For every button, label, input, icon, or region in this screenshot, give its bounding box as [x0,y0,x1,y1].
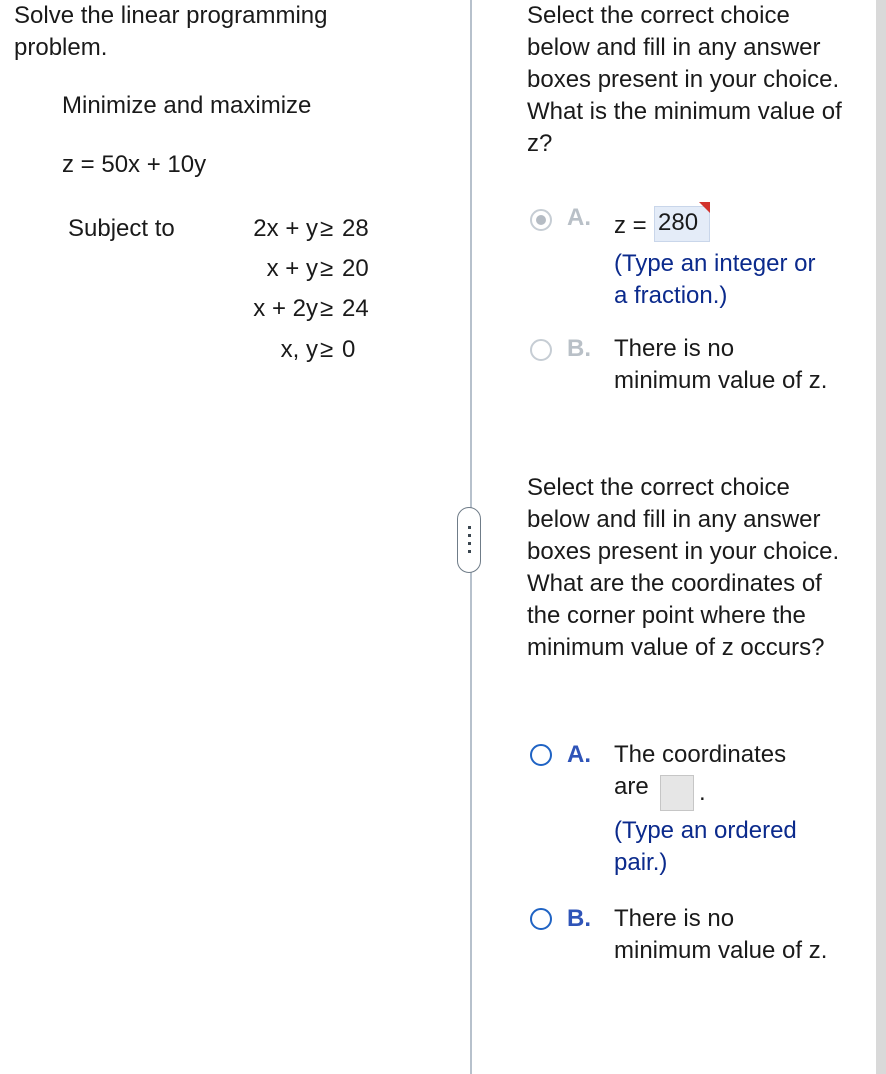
constraint-lhs: x, y [280,336,318,363]
q2-option-b-radio[interactable] [530,908,552,930]
constraint-rhs: 0 [342,336,356,363]
constraint-op: ≥ [320,215,334,242]
constraint-op: ≥ [320,295,334,322]
q1-option-b-radio[interactable] [530,339,552,361]
q1-option-a-letter: A. [567,204,591,231]
answer-pane [472,0,870,1074]
q2-option-a-radio[interactable] [530,744,552,766]
q1-option-b-text: There is no minimum value of z. [614,335,828,394]
q2-option-a-letter: A. [567,741,591,768]
q2-option-a-hint: (Type an ordered pair.) [614,817,797,876]
constraint-lhs: 2x + y [253,215,318,242]
scrollbar-thumb[interactable] [876,0,886,1074]
q2-option-b-letter: B. [567,905,591,932]
problem-title: Solve the linear programming problem. [14,2,328,61]
grip-dot-icon [468,526,471,529]
q1-option-a-hint: (Type an integer or a fraction.) [614,250,816,309]
flag-icon [699,202,710,213]
constraint-op: ≥ [320,255,334,282]
q1-option-a-prefix: z = [614,212,647,239]
question-1-prompt: Select the correct choice below and fill in any answer boxes present in your choice. What is the minimum value of z? [527,2,842,157]
q2-option-a-period: . [699,779,706,806]
constraint-rhs: 24 [342,295,369,322]
constraint-rhs: 28 [342,215,369,242]
grip-dot-icon [468,542,471,545]
question-2-prompt: Select the correct choice below and fill in any answer boxes present in your choice. What are the coordinates of the corner point where the minimum value of z occurs? [527,474,840,661]
q2-coordinates-field[interactable] [660,775,694,811]
q2-option-a-text: The coordinates are [614,741,787,800]
constraint-op: ≥ [320,336,334,363]
grip-dot-icon [468,550,471,553]
constraint-lhs: x + y [266,255,318,282]
q1-option-a-radio[interactable] [530,209,552,231]
objective-function: z = 50x + 10y [62,151,207,178]
q1-option-b-letter: B. [567,335,591,362]
grip-dot-icon [468,534,471,537]
subject-to-label: Subject to [68,215,175,242]
q1-answer-field[interactable]: 280 [654,206,710,242]
constraint-lhs: x + 2y [253,295,318,322]
constraint-rhs: 20 [342,255,369,282]
instruction-text: Minimize and maximize [62,92,312,119]
q2-option-b-text: There is no minimum value of z. [614,905,828,964]
